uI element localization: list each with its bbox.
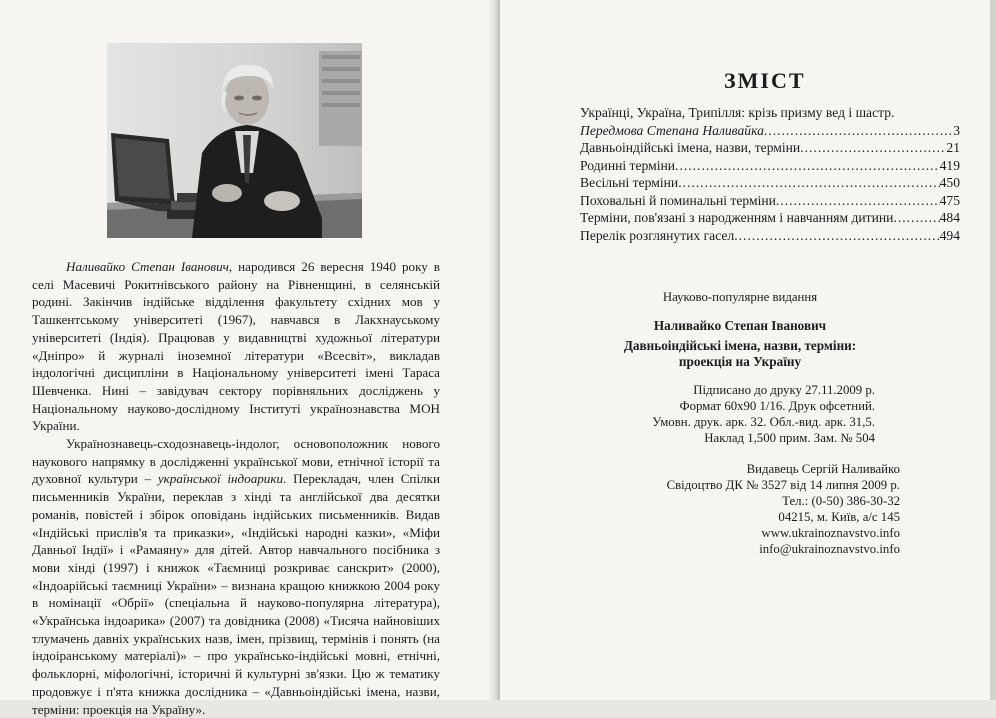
imprint-certificate: Свідоцтво ДК № 3527 від 14 липня 2009 р. (666, 478, 900, 492)
toc-entry (580, 122, 960, 140)
author-name: Наливайко Степан Іванович (66, 259, 229, 274)
bio-paragraph-1 (32, 258, 440, 435)
toc-entry-label: Поховальні й поминальні терміни (580, 192, 776, 208)
imprint-title-line-1: Давньоіндійські імена, назви, терміни: (623, 338, 857, 353)
contents-title: ЗМІСТ (724, 68, 806, 93)
author-photo (107, 43, 362, 238)
toc-entry-page: 484 (939, 210, 960, 225)
toc-entry-label: Весільні терміни (580, 175, 679, 190)
imprint-sheets: Умовн. друк. арк. 32. Обл.-вид. арк. 31,5. (652, 415, 875, 429)
toc-entry-page: 475 (939, 192, 960, 208)
toc-entry-page: 450 (939, 175, 960, 190)
toc-entry-label: Терміни, пов'язані з народженням і навчанням дитини (580, 210, 894, 225)
imprint-publisher: Видавець Сергій Наливайко (746, 462, 900, 476)
imprint-website: www.ukrainoznavstvo.info (761, 526, 900, 540)
imprint-signed: Підписано до друку 27.11.2009 р. (693, 383, 875, 397)
toc-entry (580, 139, 960, 157)
toc-entry-label: Передмова Степана Наливайка (580, 122, 764, 138)
toc-entry (580, 174, 960, 192)
imprint-phone: Тел.: (0-50) 386-30-32 (782, 494, 900, 508)
bio-paragraph-2 (32, 435, 440, 718)
imprint-publisher-block (620, 461, 900, 557)
bio-paragraph-2-text-b: . Перекладач, член Спілки письменників України, переклав з хінді та англійської два десятки романів, повістей і збірок оповідань індійських письменників. Видав «Індійські прислів'я та приказки», «Індійські народні казки», «Міфи Давньої Індії» і «Рамаяну» для дітей. Автор навчального посібника з мови хінді (1997) і книжок «Таємниці розкриває санскрит» (2000), «Індоарійські таємниці України» – визнана кращою книжкою 2004 року в номінації «Обрії» (спеціальна й науково-популярна література), «Українська індоарика» (2007) та довідника (2008) «Тисяча найновіших тлумачень давніх українських назв, імен, прізвищ, термінів і понять (на індоіранському матеріалі)» – про українсько-індійські мовні, етнічні, фольклорні, міфологічні, історичні й культурні зв'язки. Цю ж тематику продовжує і п'ята книжка дослідника – «Давньоіндійські імена, назви, терміни: проекція на Україну». (32, 471, 440, 717)
bio-paragraph-1-text: , народився 26 вересня 1940 року в селі Масевичі Рокитнівського району на Рівненщині, в селянській родині. Закінчив індійське відділення факультету східних мов у Ташкентському університеті (1967), навчався в Лакхнауському університеті (Індія). Працював у видавництві художньої літератури «Дніпро» й журналі іноземної літератури «Всесвіт», викладав індологічні дисципліни в Національному університеті імені Тараса Шевченка. Нині – завідувач сектору порівняльних досліджень у Національному науково-дослідному Інституті українознавства МОН України. (32, 259, 440, 434)
toc-leader-dots (893, 209, 939, 227)
author-photo-illustration (107, 43, 362, 238)
toc-entry (580, 192, 960, 210)
toc-leader-dots (800, 139, 946, 157)
imprint-title-block (570, 318, 910, 370)
imprint-print-details (570, 382, 875, 446)
imprint-author: Наливайко Степан Іванович (653, 318, 827, 333)
imprint-print-run: Наклад 1,500 прим. Зам. № 504 (704, 431, 875, 445)
toc-intro-line: Українці, Україна, Трипілля: крізь призму вед і шастр. (580, 105, 895, 120)
toc-entry (580, 227, 960, 245)
toc-entry-page: 3 (953, 122, 960, 138)
imprint-address: 04215, м. Київ, а/с 145 (778, 510, 900, 524)
toc-leader-dots (764, 122, 953, 140)
toc-leader-dots (776, 192, 940, 210)
bio-paragraph-2-text-a: Українознавець-сходознавець-індолог, основоположник нового наукового напрямку в дослідженні української мови, етнічної історії та духовної культури – (32, 436, 440, 487)
toc-entry-label: Родинні терміни (580, 157, 676, 173)
author-biography (32, 258, 440, 718)
imprint-format: Формат 60х90 1/16. Друк офсетний. (679, 399, 875, 413)
imprint-email: info@ukrainoznavstvo.info (759, 542, 900, 556)
toc-entry-page: 21 (946, 140, 960, 155)
bio-paragraph-2-italic: української індоарики (157, 471, 284, 487)
toc-entry-label: Перелік розглянутих гасел (580, 227, 735, 243)
edition-type: Науково-популярне видання (662, 290, 818, 304)
imprint-title-line-2: проекція на Україну (678, 354, 802, 369)
toc-entries (580, 122, 960, 245)
toc-entry-page: 494 (939, 227, 960, 243)
toc-leader-dots (675, 157, 940, 175)
page-edge (990, 0, 996, 700)
toc-entry-page: 419 (939, 157, 960, 173)
toc-entry-label: Давньоіндійські імена, назви, терміни (580, 140, 801, 155)
toc-leader-dots (734, 227, 939, 245)
left-page (0, 0, 496, 717)
toc-leader-dots (678, 174, 939, 192)
toc-entry (580, 209, 960, 227)
table-of-contents (580, 104, 960, 244)
toc-entry (580, 157, 960, 175)
